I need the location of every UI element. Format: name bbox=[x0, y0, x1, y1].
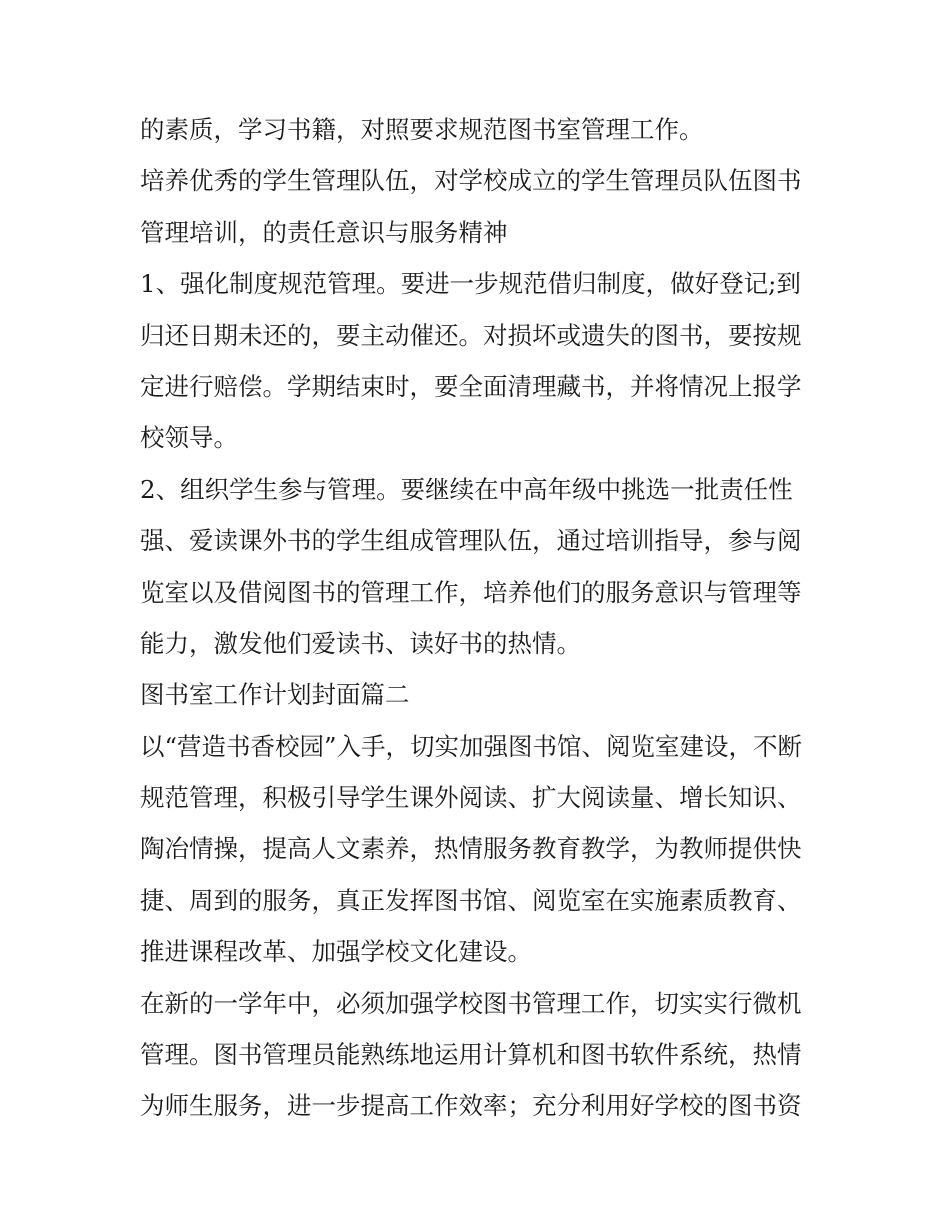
text-line: 定进行赔偿。学期结束时，要全面清理藏书，并将情况上报学 bbox=[140, 371, 802, 401]
text-line: 在新的一学年中，必须加强学校图书管理工作，切实实行微机 bbox=[140, 988, 802, 1018]
text-line: 以“营造书香校园”入手，切实加强图书馆、阅览室建设，不断 bbox=[140, 731, 803, 761]
document-body bbox=[140, 104, 820, 1132]
text-line: 强、爱读课外书的学生组成管理队伍，通过培训指导，参与阅 bbox=[140, 526, 802, 556]
text-line: 管理培训，的责任意识与服务精神 bbox=[140, 217, 508, 247]
text-line: 推进课程改革、加强学校文化建设。 bbox=[140, 937, 532, 967]
section-heading: 图书室工作计划封面篇二 bbox=[140, 680, 410, 710]
text-line: 1、强化制度规范管理。要进一步规范借归制度，做好登记;到 bbox=[140, 269, 801, 299]
text-line: 规范管理，积极引导学生课外阅读、扩大阅读量、增长知识、 bbox=[140, 783, 802, 813]
text-line: 培养优秀的学生管理队伍，对学校成立的学生管理员队伍图书 bbox=[140, 166, 802, 196]
text-line: 览室以及借阅图书的管理工作，培养他们的服务意识与管理等 bbox=[140, 577, 802, 607]
text-line: 管理。图书管理员能熟练地运用计算机和图书软件系统，热情 bbox=[140, 1040, 802, 1070]
text-line: 2、组织学生参与管理。要继续在中高年级中挑选一批责任性 bbox=[140, 474, 793, 504]
text-line: 捷、周到的服务，真正发挥图书馆、阅览室在实施素质教育、 bbox=[140, 885, 802, 915]
text-line: 为师生服务，进一步提高工作效率；充分利用好学校的图书资 bbox=[140, 1091, 802, 1121]
text-line: 能力，激发他们爱读书、读好书的热情。 bbox=[140, 628, 581, 658]
text-line: 归还日期未还的，要主动催还。对损坏或遗失的图书，要按规 bbox=[140, 320, 802, 350]
text-line: 陶冶情操，提高人文素养，热情服务教育教学，为教师提供快 bbox=[140, 834, 802, 864]
text-line: 校领导。 bbox=[140, 423, 238, 453]
text-line: 的素质，学习书籍，对照要求规范图书室管理工作。 bbox=[140, 115, 704, 144]
